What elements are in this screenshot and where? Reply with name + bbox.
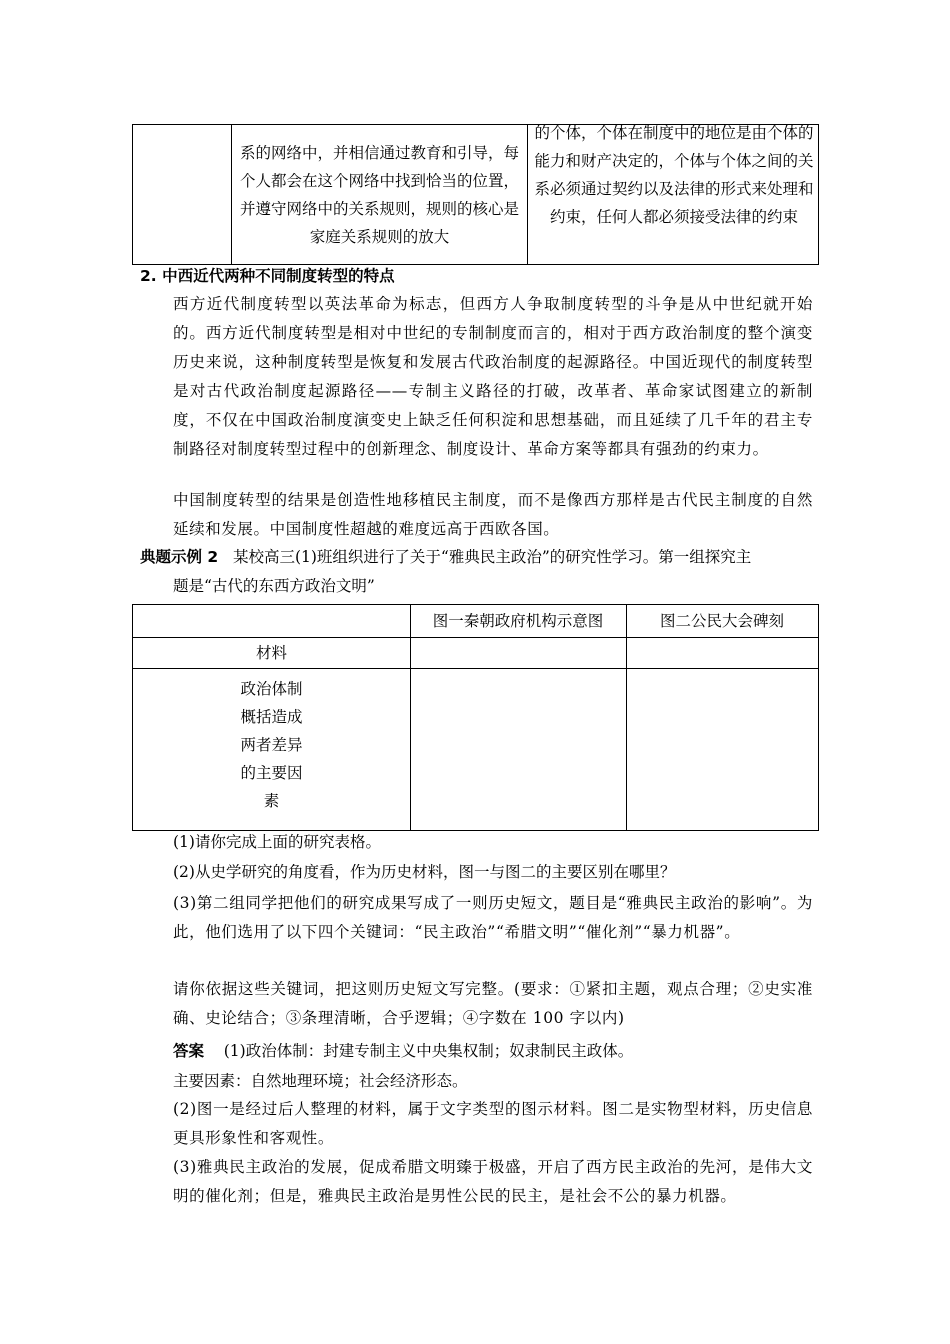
table-row-content-line: 素 <box>263 792 280 810</box>
table-cell-china <box>231 125 527 264</box>
table-header-figure1: 图一秦朝政府机构示意图 <box>432 612 604 630</box>
table-row-material: 材料 <box>255 644 287 662</box>
answer-label: 答案 <box>173 1042 205 1060</box>
section-paragraph-2: 中国制度转型的结果是创造性地移植民主制度，而不是像西方那样是古代民主制度的自然延续和发展。中国制度性超越的难度远高于西欧各国。 <box>173 491 813 538</box>
answer-2: (2)图一是经过后人整理的材料，属于文字类型的图示材料。图二是实物型材料，历史信息更具形象性和客观性。 <box>173 1100 813 1147</box>
example-text-1: 某校高三(1)班组织进行了关于“雅典民主政治”的研究性学习。第一组探究主 <box>232 548 752 566</box>
table-header-figure2: 图二公民大会碑刻 <box>659 612 784 630</box>
table-row-content <box>133 675 410 815</box>
example-intro <box>140 547 751 567</box>
table-cell-china-text: 系的网络中，并相信通过教育和引导，每个人都会在这个网络中找到恰当的位置，并遵守网络中的关系规则，规则的核心是家庭关系规则的放大 <box>239 143 519 246</box>
question-3-requirements: 请你依据这些关键词，把这则历史短文写完整。(要求：①紧扣主题，观点合理；②史实准确、史论结合；③条理清晰，合乎逻辑；④字数在 100 字以内) <box>173 980 813 1027</box>
answer-1-text: (1)政治体制：封建专制主义中央集权制；奴隶制民主政体。 <box>223 1042 634 1060</box>
question-2: (2)从史学研究的角度看，作为历史材料，图一与图二的主要区别在哪里？ <box>173 863 676 881</box>
table-row-content-line: 两者差异 <box>240 736 303 754</box>
table-row-content-line: 概括造成 <box>240 708 303 726</box>
section-paragraph-1: 西方近代制度转型以英法革命为标志，但西方人争取制度转型的斗争是从中世纪就开始的。西方近代制度转型是相对中世纪的专制制度而言的，相对于西方政治制度的整个演变历史来说，这种制度转型是恢复和发展古代政治制度的起源路径。中国近现代的制度转型是对古代政治制度起源路径——专制主义路径的打破，改革者、革命家试图建立的新制度，不仅在中国政治制度演变史上缺乏任何积淀和思想基础，而且延续了几千年的君主专制路径对制度转型过程中的创新理念、制度设计、革命方案等都具有强劲的约束力。 <box>173 295 813 458</box>
table-cell-west <box>527 125 820 264</box>
example-label: 典题示例 2 <box>140 548 219 566</box>
comparison-table-continued <box>132 124 819 265</box>
answer-1-factors: 主要因素：自然地理环境；社会经济形态。 <box>173 1072 468 1090</box>
question-1: (1)请你完成上面的研究表格。 <box>173 833 381 851</box>
research-table <box>132 604 819 831</box>
section-heading: 2. 中西近代两种不同制度转型的特点 <box>140 267 395 285</box>
answer-1 <box>173 1041 633 1061</box>
answer-3: (3)雅典民主政治的发展，促成希腊文明臻于极盛，开启了西方民主政治的先河，是伟大文明的催化剂；但是，雅典民主政治是男性公民的民主，是社会不公的暴力机器。 <box>173 1158 813 1205</box>
table-cell-west-text: 的个体，个体在制度中的地位是由个体的能力和财产决定的，个体与个体之间的关系必须通过契约以及法律的形式来处理和约束，任何人都必须接受法律的约束 <box>534 124 814 226</box>
table-cell-empty <box>133 125 231 264</box>
table-row-content-line: 的主要因 <box>240 764 303 782</box>
question-3: (3)第二组同学把他们的研究成果写成了一则历史短文，题目是“雅典民主政治的影响”。为此，他们选用了以下四个关键词：“民主政治”“希腊文明”“催化剂”“暴力机器”。 <box>173 894 813 941</box>
example-text-2: 题是“古代的东西方政治文明” <box>173 577 375 595</box>
table-row-content-line: 政治体制 <box>240 680 303 698</box>
